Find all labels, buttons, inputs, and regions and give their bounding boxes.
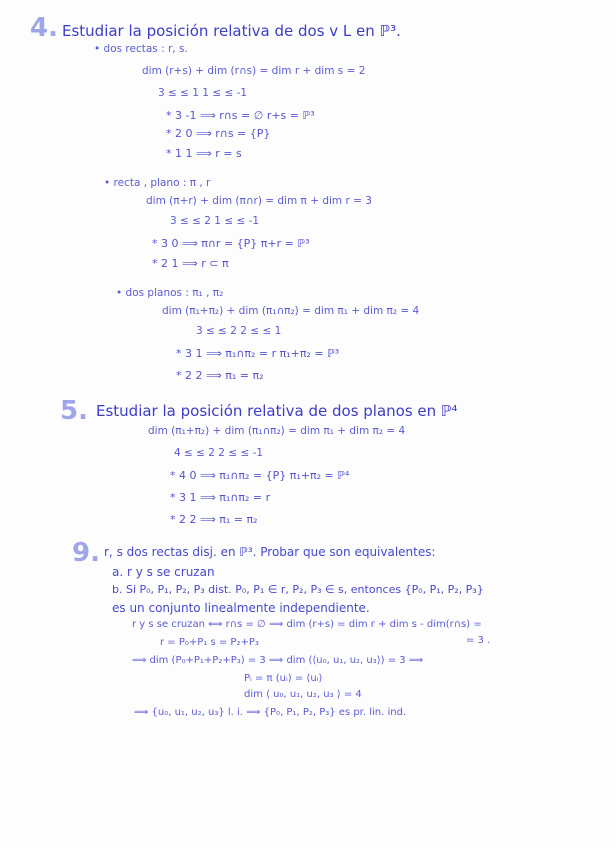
section-9-number: 9.: [72, 538, 100, 568]
s5-row-1: * 4 0 ⟹ π₁∩π₂ = {P} π₁+π₂ = ℙ⁴: [170, 469, 350, 482]
s4-sub2-row-1: * 3 0 ⟹ π∩r = {P} π+r = ℙ³: [152, 237, 310, 250]
s5-formula: dim (π₁+π₂) + dim (π₁∩π₂) = dim π₁ + dim π₂ = 4: [148, 425, 406, 437]
s5-row-3: * 2 2 ⟹ π₁ = π₂: [170, 513, 258, 526]
s4-sub1-row-2: * 2 0 ⟹ r∩s = {P}: [166, 127, 271, 140]
s9-proof-line-3: r = P₀+P₁ s = P₂+P₃: [160, 637, 259, 648]
s5-row-2: * 3 1 ⟹ π₁∩π₂ = r: [170, 491, 271, 504]
s9-item-a: a. r y s se cruzan: [112, 565, 215, 579]
section-4-title: Estudiar la posición relativa de dos v L en ℙ³.: [62, 22, 401, 40]
s4-sub1-row-3: * 1 1 ⟹ r = s: [166, 147, 242, 160]
s4-sub3-row-1: * 3 1 ⟹ π₁∩π₂ = r π₁+π₂ = ℙ³: [176, 347, 340, 360]
s9-item-b-line-2: es un conjunto linealmente independiente.: [112, 601, 370, 615]
s4-sub3-heading: • dos planos : π₁ , π₂: [116, 287, 224, 299]
s4-sub2-formula: dim (π+r) + dim (π∩r) = dim π + dim r = 3: [146, 195, 372, 207]
s4-sub2-row-2: * 2 1 ⟹ r ⊂ π: [152, 257, 229, 270]
s9-proof-line-6: dim ⟨ u₀, u₁, u₂, u₃ ⟩ = 4: [244, 689, 362, 700]
s5-bounds: 4 ≤ ≤ 2 2 ≤ ≤ -1: [174, 447, 264, 459]
s4-sub2-heading: • recta , plano : π , r: [104, 177, 211, 189]
s4-sub1-formula: dim (r+s) + dim (r∩s) = dim r + dim s = 2: [142, 65, 366, 77]
s4-sub3-row-2: * 2 2 ⟹ π₁ = π₂: [176, 369, 264, 382]
s4-sub2-bounds: 3 ≤ ≤ 2 1 ≤ ≤ -1: [170, 215, 260, 227]
section-5-number: 5.: [60, 396, 88, 426]
s9-proof-line-4: ⟹ dim (P₀+P₁+P₂+P₃) = 3 ⟹ dim (⟨u₀, u₁, u₂, u₃⟩) = 3 ⟹: [132, 655, 424, 666]
section-4-number: 4.: [30, 13, 58, 43]
s9-proof-line-1: r y s se cruzan ⟺ r∩s = ∅ ⟹ dim (r+s) = dim r + dim s - dim(r∩s) =: [132, 619, 482, 630]
s4-sub1-bounds: 3 ≤ ≤ 1 1 ≤ ≤ -1: [158, 87, 248, 99]
s9-proof-line-5: Pᵢ = π (uᵢ) = ⟨uᵢ⟩: [244, 673, 323, 684]
section-9-title: r, s dos rectas disj. en ℙ³. Probar que son equivalentes:: [104, 545, 436, 559]
s9-item-b-line-1: b. Si P₀, P₁, P₂, P₃ dist. P₀, P₁ ∈ r, P₂, P₃ ∈ s, entonces {P₀, P₁, P₂, P₃}: [112, 583, 484, 596]
s4-sub3-bounds: 3 ≤ ≤ 2 2 ≤ ≤ 1: [196, 325, 282, 337]
s4-sub1-heading: • dos rectas : r, s.: [94, 43, 188, 55]
s9-proof-line-7: ⟹ {u₀, u₁, u₂, u₃} l. i. ⟹ {P₀, P₁, P₂, P₃} es pr. lin. ind.: [134, 707, 407, 718]
s4-sub1-row-1: * 3 -1 ⟹ r∩s = ∅ r+s = ℙ³: [166, 109, 315, 122]
section-5-title: Estudiar la posición relativa de dos planos en ℙ⁴: [96, 402, 458, 420]
s4-sub3-formula: dim (π₁+π₂) + dim (π₁∩π₂) = dim π₁ + dim π₂ = 4: [162, 305, 420, 317]
s9-proof-line-2: = 3 .: [466, 635, 491, 646]
